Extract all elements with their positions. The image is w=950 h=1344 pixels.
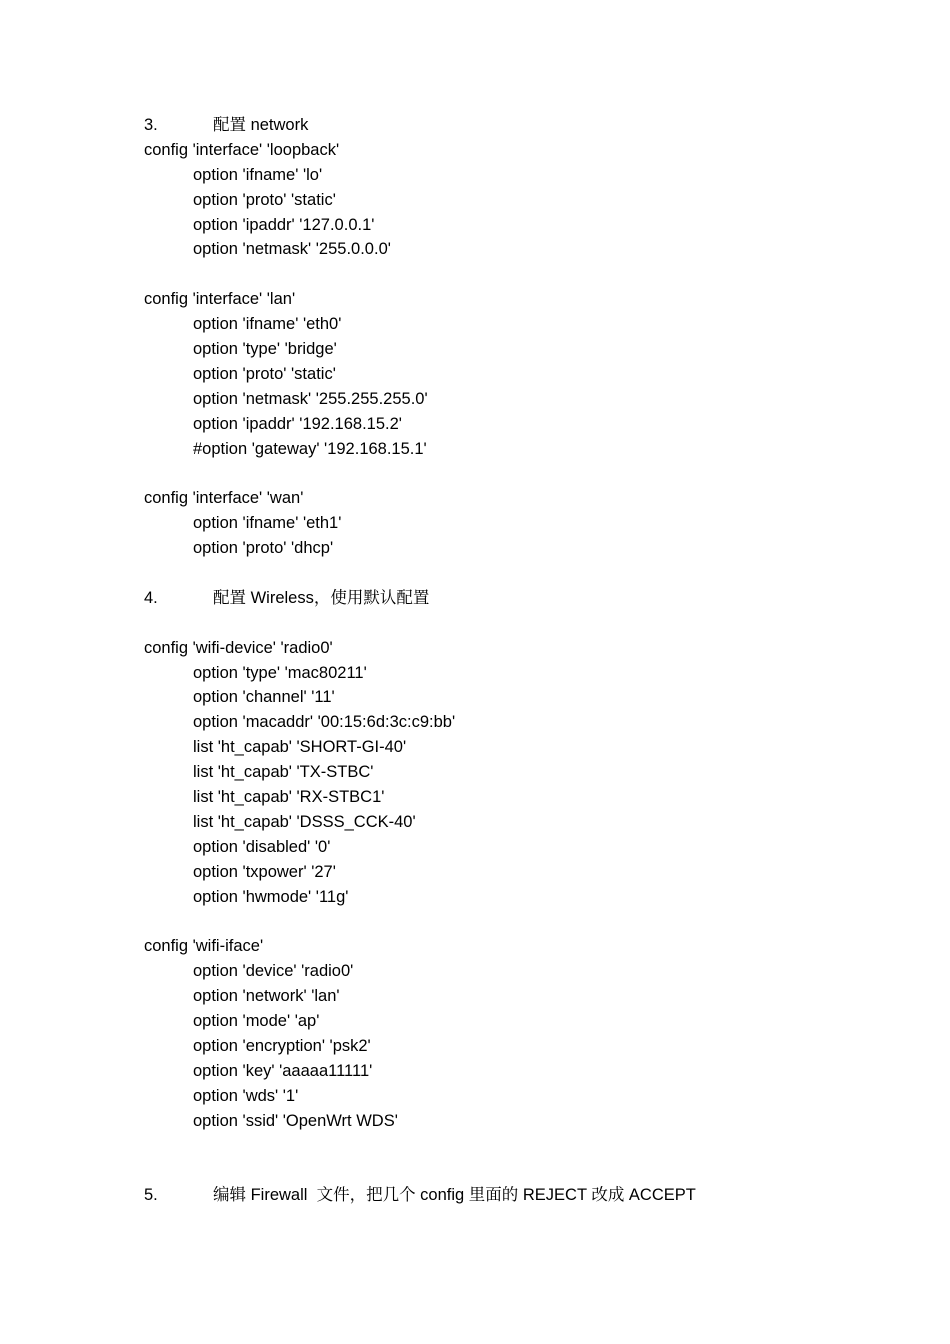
section-title: 编辑 Firewall 文件，把几个 config 里面的 REJECT 改成 ACCEPT — [213, 1186, 696, 1205]
blank-line — [144, 611, 904, 636]
config-option-line: option 'device' 'radio0' — [193, 962, 354, 981]
blank-line — [144, 461, 904, 486]
config-option-line: list 'ht_capab' 'SHORT-GI-40' — [193, 738, 407, 757]
document-body — [144, 113, 904, 1208]
section-title: 配置 network — [213, 116, 309, 134]
config-block-line: config 'wifi-device' 'radio0' — [144, 638, 333, 657]
section-number: 3. — [144, 116, 158, 134]
config-option-line: option 'netmask' '255.255.255.0' — [193, 389, 428, 408]
config-option-line: option 'type' 'mac80211' — [193, 663, 367, 682]
blank-line — [144, 1158, 904, 1183]
config-option-line: option 'network' 'lan' — [193, 987, 340, 1006]
config-option-line: option 'proto' 'dhcp' — [193, 539, 334, 558]
blank-line — [144, 262, 904, 287]
section-number: 4. — [144, 588, 158, 607]
config-option-line: option 'proto' 'static' — [193, 190, 336, 209]
blank-line — [144, 910, 904, 935]
config-block-line: config 'interface' 'wan' — [144, 489, 304, 508]
section-heading — [144, 586, 904, 611]
section-number: 5. — [144, 1186, 158, 1205]
config-option-line: option 'netmask' '255.0.0.0' — [193, 240, 391, 259]
section-heading — [144, 1183, 904, 1208]
section-title: 配置 Wireless，使用默认配置 — [213, 588, 430, 607]
config-option-line: option 'ssid' 'OpenWrt WDS' — [193, 1111, 398, 1130]
config-option-line: option 'channel' '11' — [193, 688, 335, 707]
config-option-line: option 'wds' '1' — [193, 1086, 299, 1105]
config-option-line: list 'ht_capab' 'RX-STBC1' — [193, 788, 385, 807]
config-option-line: option 'type' 'bridge' — [193, 340, 337, 359]
section-heading — [144, 113, 904, 138]
config-option-line: option 'key' 'aaaaa11111' — [193, 1061, 373, 1080]
config-option-line: option 'mode' 'ap' — [193, 1012, 320, 1031]
config-option-line: option 'encryption' 'psk2' — [193, 1036, 371, 1055]
config-option-line: option 'proto' 'static' — [193, 364, 336, 383]
config-option-line: option 'ipaddr' '127.0.0.1' — [193, 215, 375, 234]
config-block-line: config 'interface' 'loopback' — [144, 140, 340, 159]
blank-line — [144, 561, 904, 586]
config-option-line: option 'disabled' '0' — [193, 837, 331, 856]
config-option-line: option 'hwmode' '11g' — [193, 887, 349, 906]
config-option-line: option 'ifname' 'lo' — [193, 165, 323, 184]
config-block-line: config 'interface' 'lan' — [144, 290, 296, 309]
config-option-line: option 'ifname' 'eth0' — [193, 315, 342, 334]
config-option-line: list 'ht_capab' 'DSSS_CCK-40' — [193, 812, 416, 831]
config-option-line: #option 'gateway' '192.168.15.1' — [193, 439, 427, 458]
config-option-line: option 'macaddr' '00:15:6d:3c:c9:bb' — [193, 713, 456, 732]
config-option-line: option 'ifname' 'eth1' — [193, 514, 342, 533]
config-option-line: list 'ht_capab' 'TX-STBC' — [193, 763, 374, 782]
config-option-line: option 'txpower' '27' — [193, 862, 336, 881]
blank-line — [144, 1134, 904, 1159]
config-block-line: config 'wifi-iface' — [144, 937, 264, 956]
config-option-line: option 'ipaddr' '192.168.15.2' — [193, 414, 402, 433]
